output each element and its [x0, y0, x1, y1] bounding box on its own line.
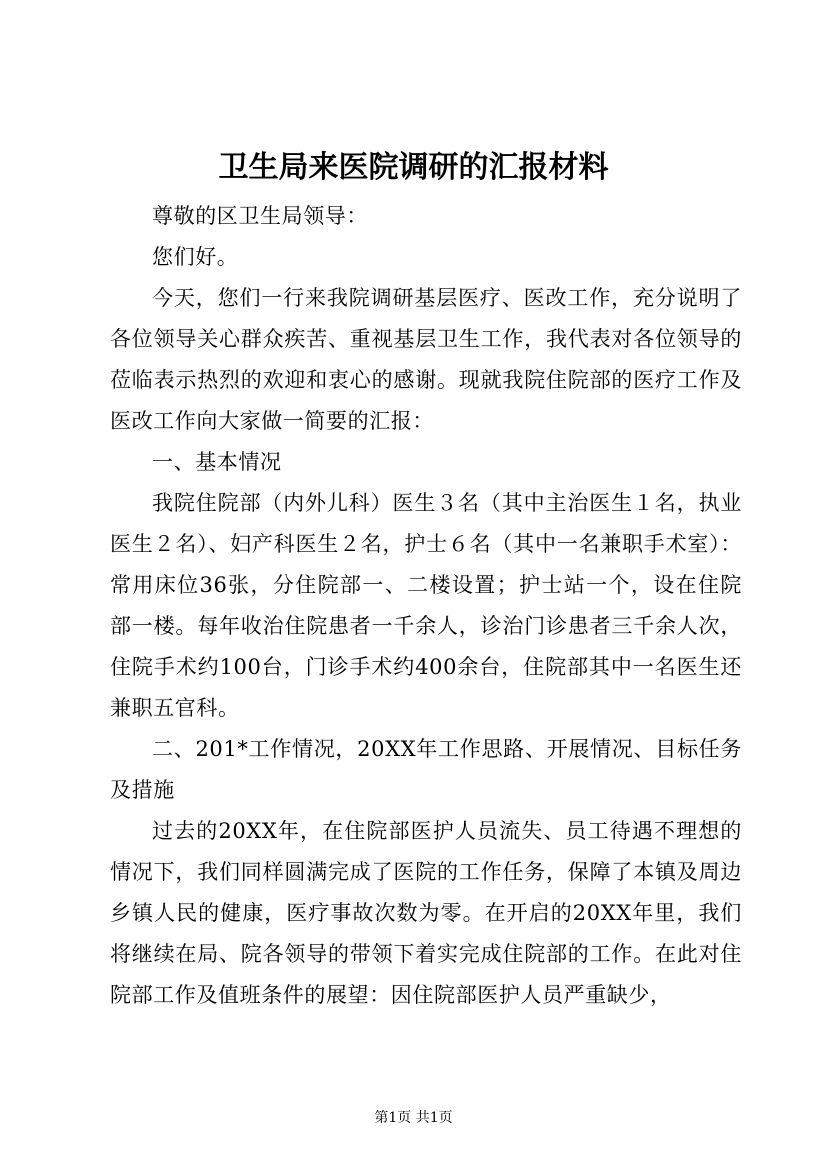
basic-info-paragraph: 我院住院部（内外儿科）医生３名（其中主治医生１名，执业医生２名）、妇产科医生２名，护士６名（其中一名兼职手术室）：常用床位36张，分住院部一、二楼设置；护士站一个，设在住院部一楼。每年收治住院患者一千余人，诊治门诊患者三千余人次，住院手术约100台，门诊手术约400余台，住院部其中一名医生还兼职五官科。 [110, 491, 742, 720]
salutation-paragraph: 尊敬的区卫生局领导： [152, 204, 368, 228]
section-heading-basic: 一、基本情况 [152, 450, 282, 474]
intro-paragraph: 今天，您们一行来我院调研基层医疗、医改工作，充分说明了各位领导关心群众疾苦、重视基层卫生工作，我代表对各位领导的莅临表示热烈的欢迎和衷心的感谢。现就我院住院部的医疗工作及医改工作向大家做一简要的汇报： [110, 286, 742, 433]
page-number-footer: 第1页 共1页 [374, 1110, 453, 1126]
document-title: 卫生局来医院调研的汇报材料 [218, 150, 609, 185]
greeting-paragraph: 您们好。 [152, 245, 239, 269]
document-body [110, 196, 742, 1016]
section-heading-work: 二、201*工作情况，20XX年工作思路、开展情况、目标任务及措施 [110, 737, 742, 802]
work-paragraph: 过去的20XX年，在住院部医护人员流失、员工待遇不理想的情况下，我们同样圆满完成了医院的工作任务，保障了本镇及周边乡镇人民的健康，医疗事故次数为零。在开启的20XX年里，我们将继续在局、院各领导的带领下着实完成住院部的工作。在此对住院部工作及值班条件的展望：因住院部医护人员严重缺少， [110, 819, 742, 1007]
